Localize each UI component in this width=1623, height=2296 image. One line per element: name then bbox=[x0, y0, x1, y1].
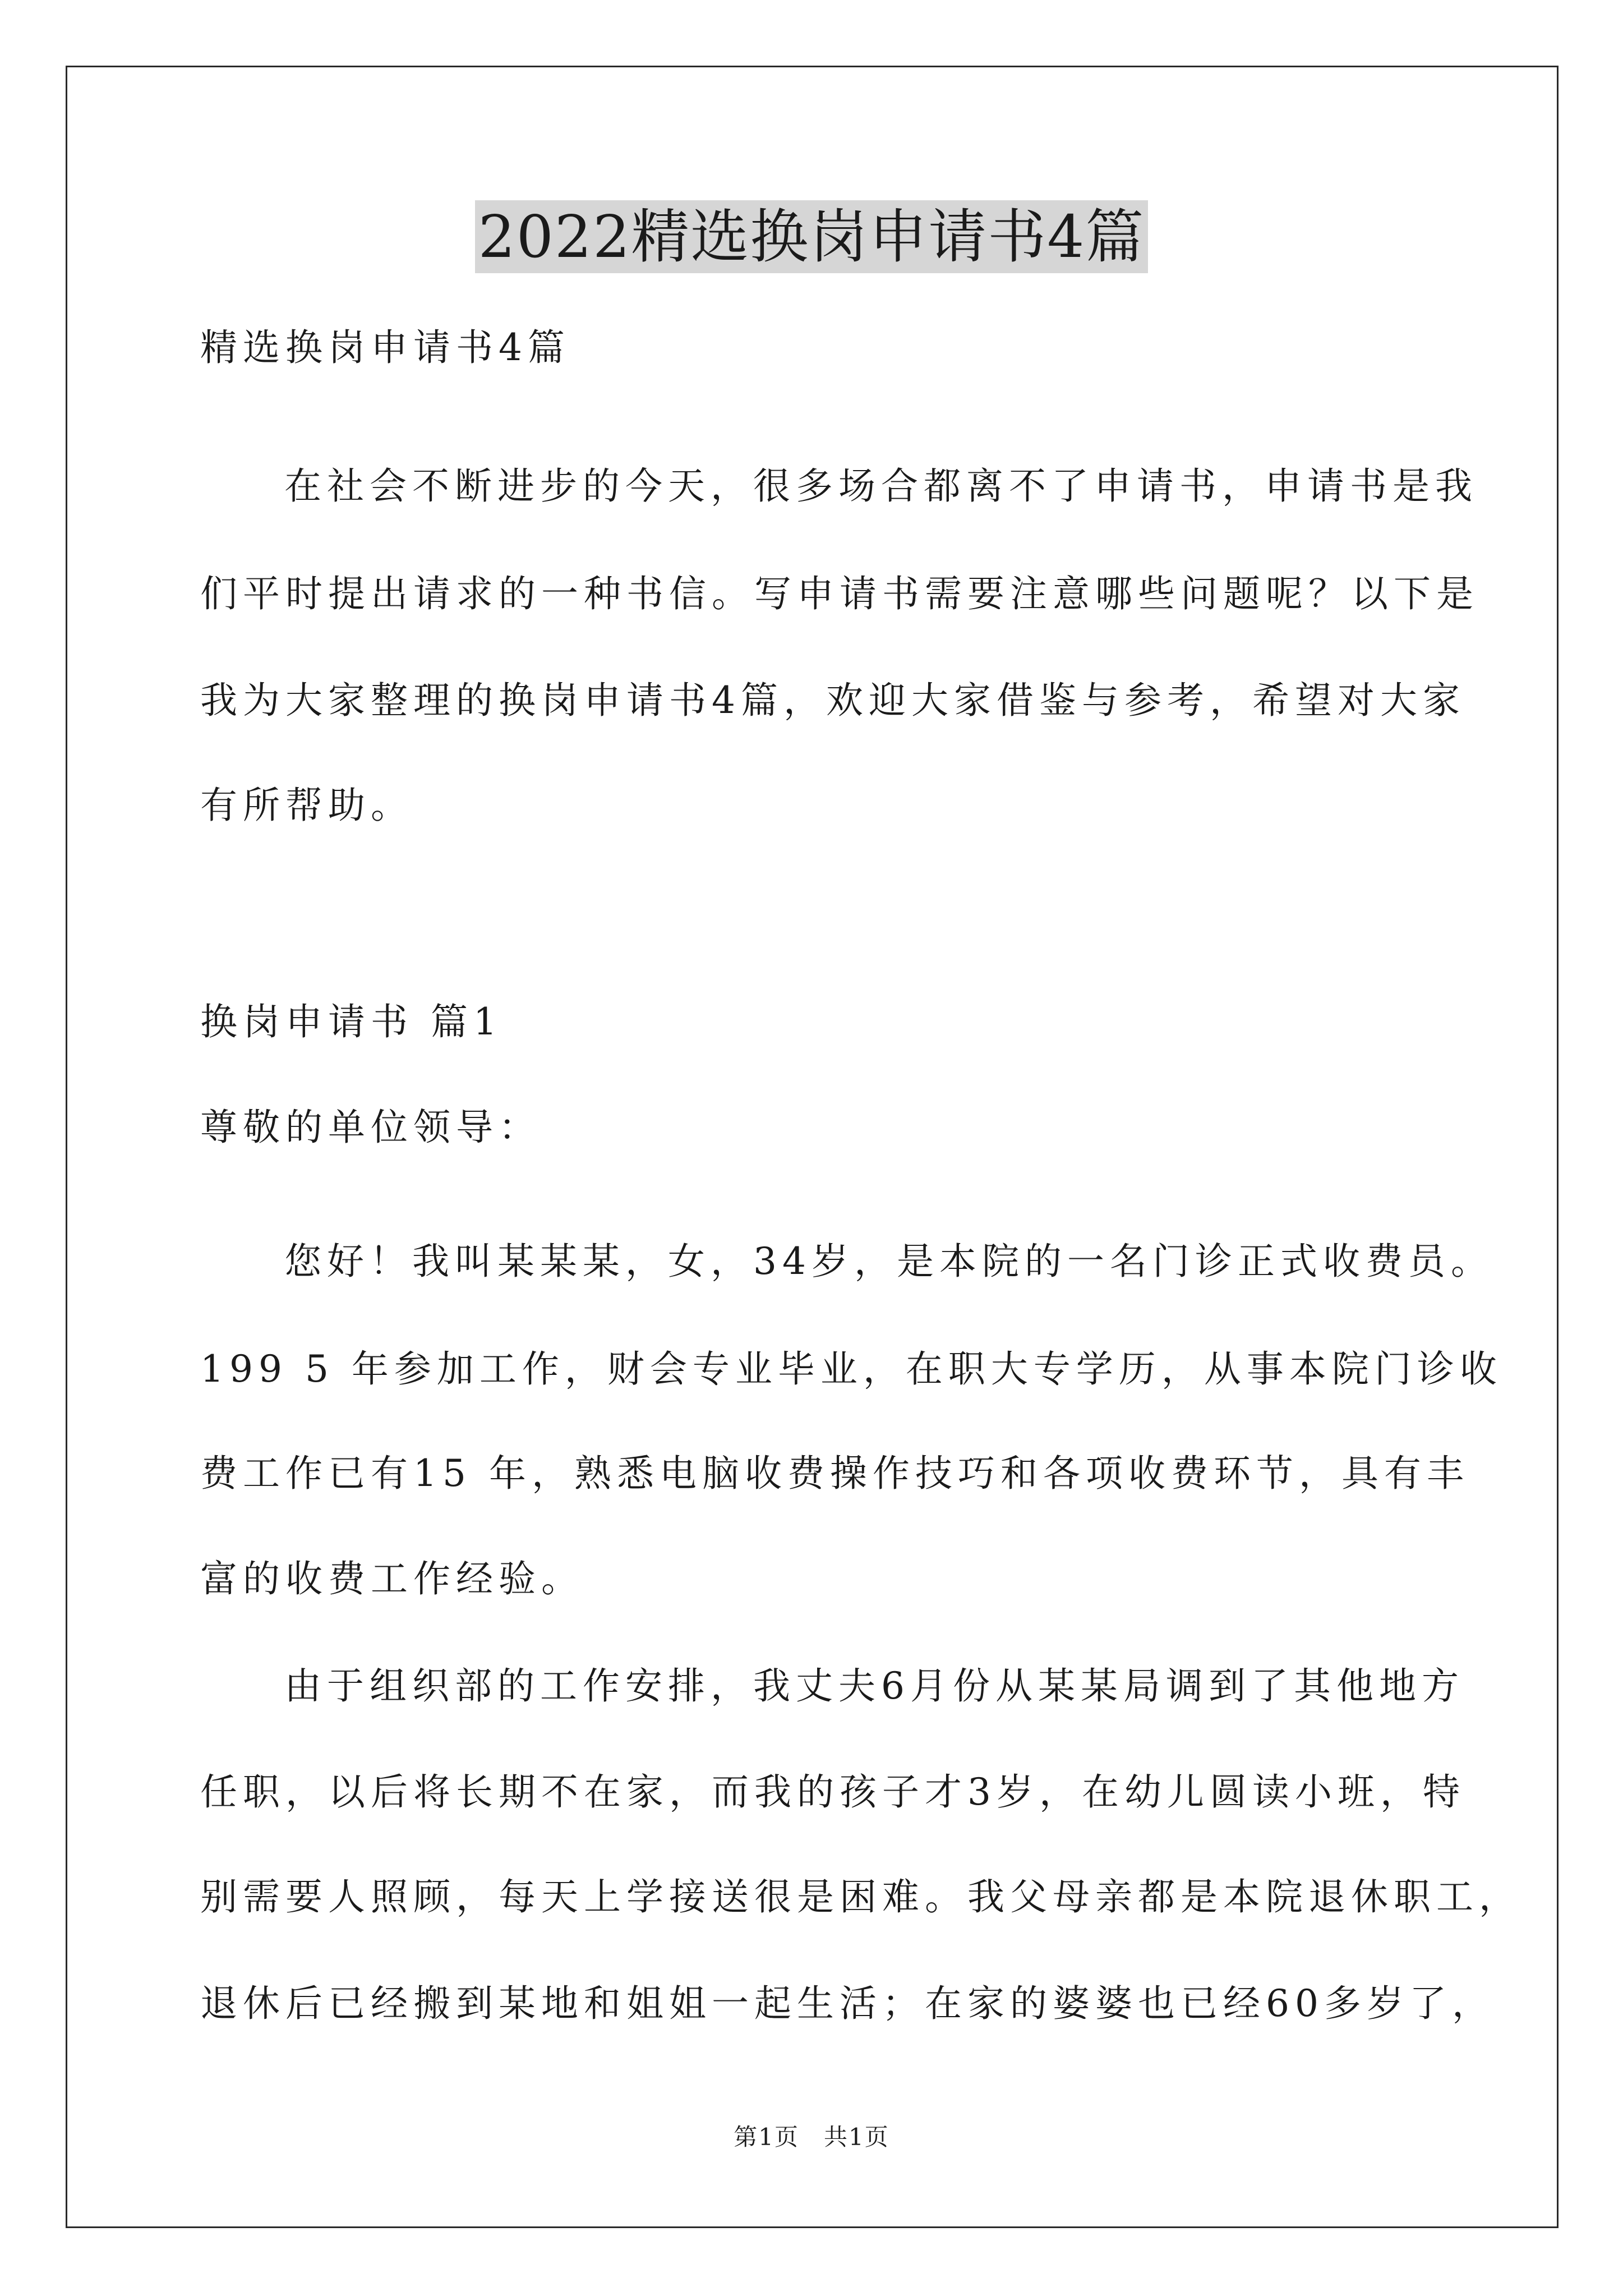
paragraph-line: 费工作已有15 年，熟悉电脑收费操作技巧和各项收费环节，具有丰 bbox=[200, 1452, 1469, 1495]
paragraph-line: 您好！我叫某某某，女，34岁，是本院的一名门诊正式收费员。 bbox=[284, 1240, 1493, 1283]
salutation-line: 尊敬的单位领导： bbox=[200, 1106, 541, 1149]
document-title bbox=[0, 197, 1623, 276]
paragraph-line: 199 5 年参加工作，财会专业毕业，在职大专学历，从事本院门诊收 bbox=[200, 1347, 1502, 1391]
paragraph-line: 们平时提出请求的一种书信。写申请书需要注意哪些问题呢？以下是 bbox=[200, 572, 1479, 615]
document-title-text: 2022精选换岗申请书4篇 bbox=[475, 200, 1149, 273]
paragraph-line: 别需要人照顾，每天上学接送很是困难。我父母亲都是本院退休职工， bbox=[200, 1875, 1521, 1918]
paragraph-line: 富的收费工作经验。 bbox=[200, 1557, 584, 1600]
paragraph-line: 在社会不断进步的今天，很多场合都离不了申请书，申请书是我 bbox=[284, 464, 1478, 508]
paragraph-line: 退休后已经搬到某地和姐姐一起生活；在家的婆婆也已经60多岁了， bbox=[200, 1982, 1495, 2025]
page-footer: 第1页 共1页 bbox=[734, 2123, 889, 2151]
paragraph-line: 由于组织部的工作安排，我丈夫6月份从某某局调到了其他地方 bbox=[284, 1664, 1464, 1708]
paragraph-line: 我为大家整理的换岗申请书4篇，欢迎大家借鉴与参考，希望对大家 bbox=[200, 679, 1465, 722]
paragraph-line: 有所帮助。 bbox=[200, 784, 413, 827]
paragraph-line: 任职，以后将长期不在家，而我的孩子才3岁，在幼儿圆读小班，特 bbox=[200, 1770, 1465, 1814]
section-heading: 换岗申请书 篇1 bbox=[200, 1000, 502, 1043]
subtitle-line: 精选换岗申请书4篇 bbox=[200, 326, 570, 369]
